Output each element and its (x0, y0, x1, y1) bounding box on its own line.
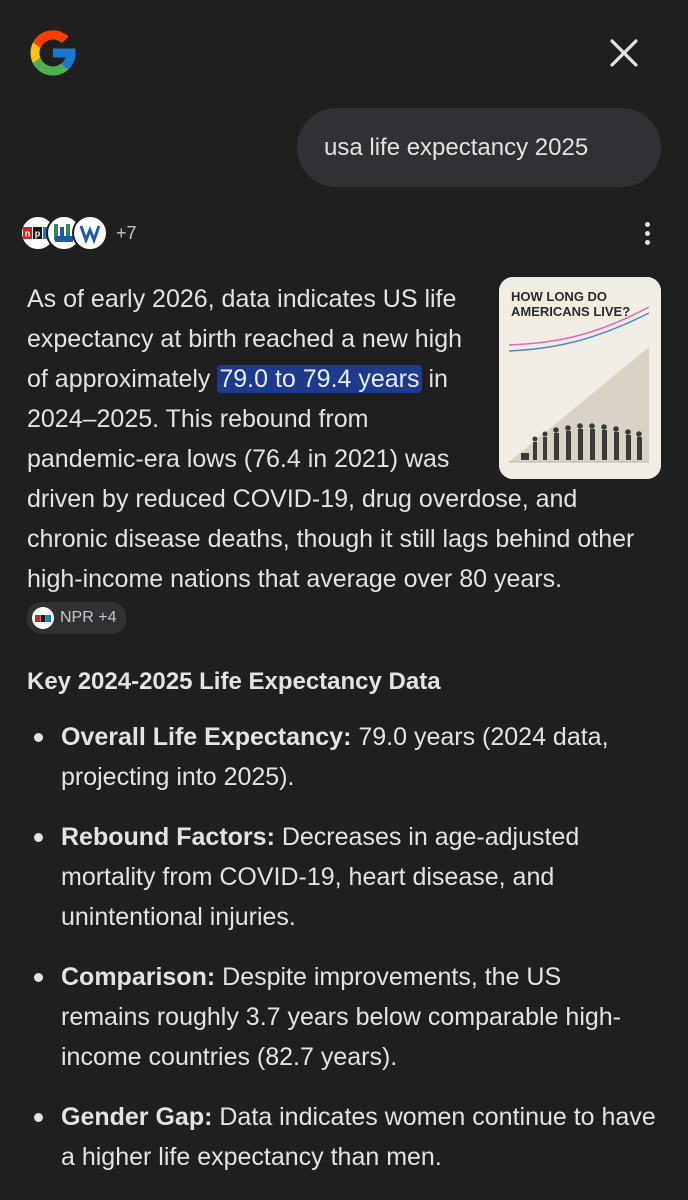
bullet-term: Overall Life Expectancy: (61, 723, 352, 751)
more-sources-count: +7 (116, 222, 137, 243)
bottom-edge (0, 1186, 688, 1200)
answer-text-end: in 2024–2025. This rebound from pandemic-era lows (76.4 in 2021) was driven by reduced COVID-19, drug overdose, and chronic disease deaths, though it still lags behind other high-income nations that average over 80 years. (27, 365, 635, 593)
npr-icon (32, 607, 54, 629)
thumb-title-line1: HOW LONG DO (511, 289, 608, 304)
bullet-term: Gender Gap: (61, 1103, 213, 1131)
bullet-text: Data indicates women continue to have a higher life expectancy than men. (61, 1103, 656, 1171)
bullet-text: 79.0 years (2024 data, projecting into 2025). (61, 723, 609, 791)
ai-answer-paragraph (27, 279, 657, 639)
citation-label: NPR +4 (60, 609, 117, 627)
highlighted-answer[interactable]: 79.0 to 79.4 years (219, 365, 420, 393)
list-item (27, 1097, 657, 1177)
bullet-term: Comparison: (61, 963, 216, 991)
thumb-title-line2: AMERICANS LIVE? (511, 304, 631, 319)
answer-text-start: As of early 2026, data indicates US life expectancy at birth reached a new high of approximately (27, 285, 462, 393)
list-item (27, 817, 657, 937)
list-item (27, 717, 657, 797)
list-item (27, 957, 657, 1077)
section-heading: Key 2024-2025 Life Expectancy Data (27, 668, 441, 695)
svg-text:p: p (34, 228, 41, 239)
close-icon (609, 38, 639, 68)
top-bar (0, 0, 688, 100)
query-text: usa life expectancy 2025 (324, 133, 589, 161)
more-options-button[interactable] (634, 218, 660, 248)
google-logo-icon[interactable] (26, 26, 80, 80)
svg-text:n: n (24, 228, 31, 239)
citation-chip[interactable] (27, 602, 126, 634)
close-button[interactable] (598, 30, 650, 76)
bullet-term: Rebound Factors: (61, 823, 275, 851)
bullet-text: Decreases in age-adjusted mortality from COVID-19, heart disease, and unintentional injuries. (61, 823, 580, 931)
key-data-list (27, 717, 657, 1197)
bullet-text: Despite improvements, the US remains roughly 3.7 years below comparable high-income countries (82.7 years). (61, 963, 622, 1071)
news-site-icon (72, 215, 108, 251)
sources-row[interactable] (20, 212, 320, 254)
query-bubble[interactable] (297, 108, 661, 187)
